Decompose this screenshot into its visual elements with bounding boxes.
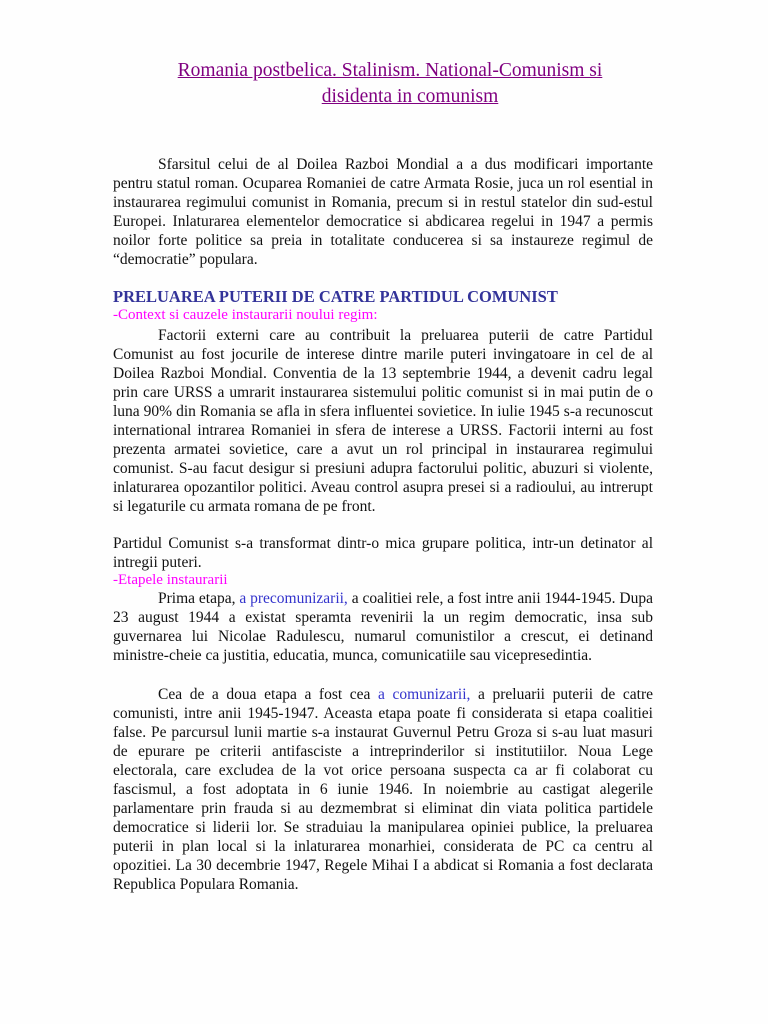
context-paragraph-2: Partidul Comunist s-a transformat dintr-o mica grupare politica, intr-un detinator al intregii puteri. (113, 535, 653, 571)
stage-2-text-a: Cea de a doua etapa a fost cea (158, 686, 379, 703)
intro-paragraph: Sfarsitul celui de al Doilea Razboi Mondial a a dus modificari importante pentru statul roman. Ocuparea Romaniei de catre Armata Rosie, juca un rol esential in instaurarea regimului comunist in Romania, precum si in restul statelor din sud-estul Europei. Inlaturarea elementelor democratice si abdicarea regelui in 1947 a permis noilor forte politice sa preia in totalitate conducerea si sa instaureze regimul de “democratie” populara. (113, 156, 653, 268)
title-line-1: Romania postbelica. Stalinism. National-Comunism si (177, 60, 603, 81)
stage-2-highlight: a comunizarii, (378, 686, 471, 703)
stage-1-text-b: a coalitiei rele, a fost intre anii 1944-1945. Dupa 23 august 1944 a existat speramta revenirii la un regim democratic, insa sub guvernarea lui Nicolae Radulescu, numarul comunistilor a crescut, ei detinand ministre-cheie ca justitia, educatia, munca, comunicatiile sau vicepresedintia. (113, 590, 653, 664)
stage-2-text-b: a preluarii puterii de catre comunisti, intre anii 1945-1947. Aceasta etapa poate fi considerata si etapa coalitiei false. Pe parcursul lunii martie s-a instaurat Guvernul Petru Groza si s-au luat masuri de epurare pe criterii antifasciste a intreprinderilor si institutiilor. Noua Lege electorala, care excludea de la vot orice persoana suspecta ca ar fi colaborat cu fascismul, a fost adoptata in 6 iunie 1946. In noiembrie au castigat alegerile parlamentare prin frauda si au dezmembrat si eliminat din viata politica partidele democratice si liderii lor. Se straduiau la manipularea opiniei publice, la preluarea puterii in plan local si la inlaturarea monarhiei, considerata de PC ca centru al opozitiei. La 30 decembrie 1947, Regele Mihai I a abdicat si Romania a fost declarata Republica Populara Romania. (113, 686, 653, 893)
stage-1-highlight: a precomunizarii, (239, 590, 348, 607)
section-heading: PRELUAREA PUTERII DE CATRE PARTIDUL COMUNIST (113, 287, 558, 306)
stage-1-text-a: Prima etapa, (158, 590, 240, 607)
stage-1-paragraph (113, 589, 653, 665)
stage-2-paragraph (113, 685, 653, 894)
context-label: -Context si cauzele instaurarii noului regim: (113, 307, 378, 323)
stages-label: -Etapele instaurarii (113, 572, 228, 588)
title-line-2: disidenta in comunism (321, 86, 499, 107)
page-title (100, 58, 680, 110)
context-paragraph: Factorii externi care au contribuit la preluarea puterii de catre Partidul Comunist au fost jocurile de interese dintre marile puteri invingatoare in cel de al Doilea Razboi Mondial. Conventia de la 13 septembrie 1944, a devenit cadru legal prin care URSS a umrarit instaurarea sistemului politic comunist si in mai putin de o luna 90% din Romania se afla in sfera influentei sovietice. In iulie 1945 s-a recunoscut international intrarea Romaniei in sfera de interese a URSS. Factorii interni au fost prezenta armatei sovietice, care a avut un rol principal in instaurarea regimului comunist. S-au facut desigur si presiuni adupra factorului politic, abuzuri si violente, inlaturarea opozantilor politici. Aveau control asupra presei si a radioului, au intrerupt si legaturile cu armata romana de pe front. (113, 327, 653, 515)
